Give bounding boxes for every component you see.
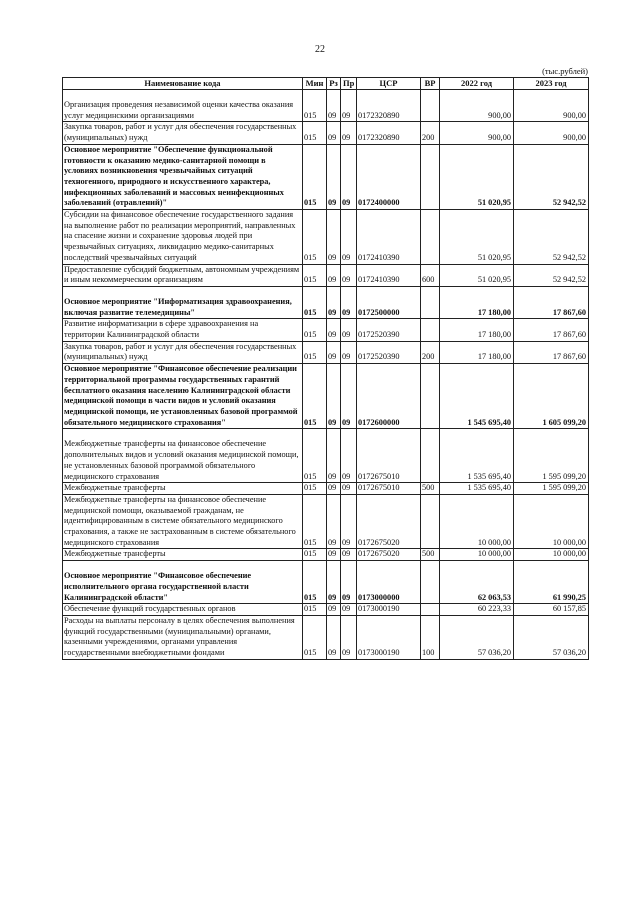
row-min-cell <box>303 264 327 286</box>
row-csr-text: 0172520390 <box>358 330 400 340</box>
row-rz-cell <box>327 144 341 209</box>
row-2023-cell <box>514 319 589 341</box>
row-min-text: 015 <box>304 252 317 262</box>
row-csr-text: 0172320890 <box>358 133 400 143</box>
row-min-cell <box>303 561 327 604</box>
row-csr-text: 0173000190 <box>358 604 400 614</box>
row-csr-cell <box>357 122 421 144</box>
row-rz-text: 09 <box>328 133 337 143</box>
row-2022-text: 10 000,00 <box>477 537 511 547</box>
row-2023-cell <box>514 604 589 616</box>
row-name-cell <box>63 494 303 549</box>
row-min-cell <box>303 90 327 122</box>
row-pr-cell <box>341 561 357 604</box>
row-2022-cell <box>440 364 514 429</box>
row-rz-cell <box>327 483 341 495</box>
row-csr-text: 0172675020 <box>358 537 400 547</box>
row-2023-text: 17 867,60 <box>552 307 586 317</box>
row-2022-cell <box>440 90 514 122</box>
row-2023-text: 57 036,20 <box>552 648 586 658</box>
row-name-cell <box>63 210 303 265</box>
row-pr-cell <box>341 364 357 429</box>
row-rz-cell <box>327 210 341 265</box>
row-2023-text: 17 867,60 <box>552 330 586 340</box>
row-pr-text: 09 <box>342 417 351 427</box>
table-row <box>63 122 589 144</box>
row-2022-cell <box>440 429 514 483</box>
row-rz-cell <box>327 364 341 429</box>
row-2023-text: 61 990,25 <box>552 592 586 602</box>
row-rz-text: 09 <box>328 537 337 547</box>
row-rz-cell <box>327 264 341 286</box>
row-rz-text: 09 <box>328 252 337 262</box>
row-vr-cell <box>421 319 440 341</box>
row-pr-text: 09 <box>342 198 351 208</box>
column-header-name: Наименование кода <box>63 78 303 90</box>
row-2023-cell <box>514 286 589 318</box>
row-name-cell <box>63 364 303 429</box>
row-name-text: Субсидии на финансовое обеспечение государственного задания на выполнение работ по реализации мероприятий, направленных на спасение жизни и сохранение здоровья людей при чрезвычайных ситуациях, ликвидацию медико-санитарных последствий чрезвычайных ситуаций <box>64 210 296 262</box>
row-vr-cell <box>421 494 440 549</box>
row-2022-cell <box>440 549 514 561</box>
row-rz-text: 09 <box>328 471 337 481</box>
row-name-cell <box>63 429 303 483</box>
row-name-text: Основное мероприятие "Финансовое обеспечение исполнительного органа государственной власти Калининградской области" <box>64 571 252 602</box>
row-min-cell <box>303 122 327 144</box>
row-2023-cell <box>514 341 589 363</box>
row-rz-cell <box>327 286 341 318</box>
row-min-cell <box>303 210 327 265</box>
table-row <box>63 615 589 659</box>
row-2023-cell <box>514 144 589 209</box>
row-name-text: Межбюджетные трансферты <box>64 549 166 559</box>
row-pr-text: 09 <box>342 549 351 559</box>
row-rz-text: 09 <box>328 417 337 427</box>
row-min-text: 015 <box>304 307 317 317</box>
row-pr-cell <box>341 549 357 561</box>
row-csr-text: 0173000000 <box>358 592 400 602</box>
row-2022-cell <box>440 483 514 495</box>
row-name-cell <box>63 264 303 286</box>
table-row <box>63 90 589 122</box>
row-2022-cell <box>440 319 514 341</box>
row-pr-text: 09 <box>342 604 351 614</box>
table-body <box>63 90 589 660</box>
row-vr-cell <box>421 341 440 363</box>
row-vr-cell <box>421 429 440 483</box>
row-pr-cell <box>341 264 357 286</box>
column-header-csr: ЦСР <box>357 78 421 90</box>
row-2023-text: 1 605 099,20 <box>542 417 586 427</box>
row-vr-text: 200 <box>422 133 435 143</box>
row-vr-cell <box>421 210 440 265</box>
row-min-text: 015 <box>304 110 317 120</box>
row-csr-text: 0172675010 <box>358 471 400 481</box>
row-2022-text: 900,00 <box>488 133 511 143</box>
row-2022-cell <box>440 341 514 363</box>
row-min-text: 015 <box>304 549 317 559</box>
row-pr-text: 09 <box>342 352 351 362</box>
row-2023-cell <box>514 122 589 144</box>
page-number: 22 <box>315 44 325 55</box>
row-gap <box>64 561 300 571</box>
row-2023-cell <box>514 264 589 286</box>
row-2022-text: 1 535 695,40 <box>467 471 511 481</box>
row-min-text: 015 <box>304 471 317 481</box>
column-header-min: Мин <box>303 78 327 90</box>
table-row <box>63 429 589 483</box>
row-csr-text: 0172410390 <box>358 252 400 262</box>
row-2022-text: 1 535 695,40 <box>467 483 511 493</box>
row-2023-text: 1 595 099,20 <box>542 471 586 481</box>
row-rz-cell <box>327 90 341 122</box>
row-name-text: Развитие информатизации в сфере здравоохранения на территории Калининградской области <box>64 319 259 340</box>
row-pr-text: 09 <box>342 133 351 143</box>
row-pr-cell <box>341 144 357 209</box>
row-csr-cell <box>357 319 421 341</box>
row-pr-cell <box>341 494 357 549</box>
row-min-cell <box>303 549 327 561</box>
row-2023-text: 17 867,60 <box>552 352 586 362</box>
row-csr-text: 0172600000 <box>358 417 400 427</box>
row-rz-text: 09 <box>328 549 337 559</box>
table-row <box>63 286 589 318</box>
row-name-cell <box>63 319 303 341</box>
row-2022-cell <box>440 144 514 209</box>
row-csr-cell <box>357 561 421 604</box>
row-name-cell <box>63 615 303 659</box>
row-name-text: Закупка товаров, работ и услуг для обеспечения государственных (муниципальных) нужд <box>64 122 297 143</box>
row-csr-text: 0172500000 <box>358 307 400 317</box>
row-min-cell <box>303 286 327 318</box>
row-vr-text: 600 <box>422 275 435 285</box>
table-header <box>63 78 589 90</box>
row-2023-cell <box>514 210 589 265</box>
row-pr-text: 09 <box>342 252 351 262</box>
row-rz-text: 09 <box>328 604 337 614</box>
row-csr-cell <box>357 549 421 561</box>
row-min-cell <box>303 483 327 495</box>
row-2023-cell <box>514 615 589 659</box>
row-2022-cell <box>440 210 514 265</box>
table-row <box>63 341 589 363</box>
row-2022-text: 51 020,95 <box>477 275 511 285</box>
row-rz-cell <box>327 549 341 561</box>
row-pr-cell <box>341 210 357 265</box>
row-name-text: Организация проведения независимой оценки качества оказания услуг медицинскими организациями <box>64 100 294 120</box>
row-min-cell <box>303 494 327 549</box>
row-csr-cell <box>357 615 421 659</box>
row-vr-cell <box>421 144 440 209</box>
row-2022-cell <box>440 286 514 318</box>
row-2022-cell <box>440 615 514 659</box>
row-csr-cell <box>357 341 421 363</box>
row-gap <box>64 287 300 297</box>
row-2023-text: 900,00 <box>563 110 586 120</box>
row-rz-text: 09 <box>328 483 337 493</box>
row-pr-cell <box>341 341 357 363</box>
row-min-text: 015 <box>304 133 317 143</box>
row-vr-cell <box>421 364 440 429</box>
row-2022-cell <box>440 264 514 286</box>
row-pr-cell <box>341 122 357 144</box>
row-min-text: 015 <box>304 275 317 285</box>
row-2023-cell <box>514 364 589 429</box>
column-header-2022: 2022 год <box>440 78 514 90</box>
row-min-text: 015 <box>304 483 317 493</box>
row-pr-text: 09 <box>342 471 351 481</box>
row-min-cell <box>303 144 327 209</box>
row-name-text: Расходы на выплаты персоналу в целях обеспечения выполнения функций государственными (муниципальными) органами, казенными учреждениями, органами управления государственными внебюджетными фондами <box>64 615 295 658</box>
row-csr-cell <box>357 264 421 286</box>
row-csr-text: 0172410390 <box>358 275 400 285</box>
column-header-pr: Пр <box>341 78 357 90</box>
budget-table <box>62 77 589 660</box>
row-pr-cell <box>341 604 357 616</box>
row-min-cell <box>303 429 327 483</box>
row-vr-cell <box>421 90 440 122</box>
table-row <box>63 549 589 561</box>
row-2022-text: 60 223,33 <box>477 604 511 614</box>
row-csr-cell <box>357 494 421 549</box>
row-pr-text: 09 <box>342 275 351 285</box>
row-2022-cell <box>440 494 514 549</box>
row-2023-cell <box>514 90 589 122</box>
row-rz-cell <box>327 341 341 363</box>
row-pr-text: 09 <box>342 330 351 340</box>
row-2023-text: 60 157,85 <box>552 604 586 614</box>
row-name-cell <box>63 483 303 495</box>
row-2022-text: 17 180,00 <box>477 352 511 362</box>
row-vr-cell <box>421 286 440 318</box>
column-header-2023: 2023 год <box>514 78 589 90</box>
row-vr-cell <box>421 483 440 495</box>
column-header-rz: Рз <box>327 78 341 90</box>
row-2023-text: 1 595 099,20 <box>542 483 586 493</box>
table-row <box>63 210 589 265</box>
row-2023-text: 10 000,00 <box>552 549 586 559</box>
row-rz-text: 09 <box>328 198 337 208</box>
row-pr-text: 09 <box>342 648 351 658</box>
row-2022-text: 51 020,95 <box>477 198 511 208</box>
row-name-cell <box>63 549 303 561</box>
row-csr-cell <box>357 90 421 122</box>
row-name-text: Межбюджетные трансферты на финансовое обеспечение дополнительных видов и условий оказания медицинской помощи, не установленных базовой программой обязательного медицинского страхования <box>64 439 299 481</box>
row-2023-text: 52 942,52 <box>552 252 586 262</box>
row-min-text: 015 <box>304 537 317 547</box>
row-2023-cell <box>514 494 589 549</box>
row-2023-text: 10 000,00 <box>552 537 586 547</box>
row-2023-text: 52 942,52 <box>552 198 586 208</box>
row-rz-cell <box>327 561 341 604</box>
row-vr-text: 100 <box>422 648 435 658</box>
row-csr-cell <box>357 286 421 318</box>
row-2022-text: 900,00 <box>488 110 511 120</box>
row-csr-cell <box>357 429 421 483</box>
row-min-text: 015 <box>304 417 317 427</box>
row-csr-text: 0172400000 <box>358 198 400 208</box>
row-csr-text: 0172675010 <box>358 483 400 493</box>
row-rz-text: 09 <box>328 110 337 120</box>
row-min-cell <box>303 319 327 341</box>
row-2022-text: 57 036,20 <box>477 648 511 658</box>
row-name-text: Межбюджетные трансферты <box>64 483 166 493</box>
row-pr-text: 09 <box>342 483 351 493</box>
row-name-cell <box>63 604 303 616</box>
row-min-cell <box>303 604 327 616</box>
row-2022-text: 17 180,00 <box>477 330 511 340</box>
table-row <box>63 494 589 549</box>
row-vr-cell <box>421 604 440 616</box>
row-name-text: Обеспечение функций государственных органов <box>64 604 236 614</box>
row-pr-text: 09 <box>342 537 351 547</box>
row-name-text: Основное мероприятие "Финансовое обеспечение реализации территориальной программы государственных гарантий бесплатного оказания населению Калининградской области медицинской помощи в части видов и условий оказания медицинской помощи, не установленных базовой программой обязательного медицинского страхования" <box>64 364 298 427</box>
row-min-cell <box>303 341 327 363</box>
row-pr-cell <box>341 90 357 122</box>
row-2022-cell <box>440 561 514 604</box>
row-pr-text: 09 <box>342 110 351 120</box>
row-2022-cell <box>440 604 514 616</box>
row-min-text: 015 <box>304 330 317 340</box>
row-rz-cell <box>327 615 341 659</box>
row-rz-text: 09 <box>328 352 337 362</box>
column-header-vr: ВР <box>421 78 440 90</box>
row-vr-cell <box>421 264 440 286</box>
table-row <box>63 561 589 604</box>
row-rz-text: 09 <box>328 330 337 340</box>
row-name-cell <box>63 122 303 144</box>
row-pr-cell <box>341 286 357 318</box>
row-min-text: 015 <box>304 604 317 614</box>
row-gap <box>64 429 300 439</box>
row-name-cell <box>63 90 303 122</box>
row-2022-text: 51 020,95 <box>477 252 511 262</box>
row-vr-cell <box>421 615 440 659</box>
row-2022-text: 10 000,00 <box>477 549 511 559</box>
row-name-text: Межбюджетные трансферты на финансовое обеспечение медицинской помощи, оказываемой гражданам, не идентифицированным в системе обязательного медицинского страхования, а также не застрахованным в системе обязательного медицинского страхования <box>64 494 296 547</box>
row-csr-text: 0172675020 <box>358 549 400 559</box>
row-gap <box>64 90 300 100</box>
row-vr-cell <box>421 549 440 561</box>
row-2022-text: 1 545 695,40 <box>467 417 511 427</box>
row-pr-cell <box>341 319 357 341</box>
row-vr-text: 500 <box>422 483 435 493</box>
table-row <box>63 483 589 495</box>
row-2023-cell <box>514 429 589 483</box>
table-row <box>63 604 589 616</box>
row-pr-text: 09 <box>342 307 351 317</box>
row-rz-text: 09 <box>328 592 337 602</box>
row-min-cell <box>303 615 327 659</box>
row-csr-cell <box>357 364 421 429</box>
table-row <box>63 144 589 209</box>
row-rz-text: 09 <box>328 275 337 285</box>
row-rz-cell <box>327 122 341 144</box>
row-name-cell <box>63 341 303 363</box>
row-2023-cell <box>514 549 589 561</box>
row-name-text: Основное мероприятие "Обеспечение функциональной готовности к оказанию медико-санитарной помощи в условиях возникновения чрезвычайных ситуаций техногенного, природного и искусственного характера, инфекционных заболеваний и массовых неинфекционных заболеваний (отравлений)" <box>64 144 284 208</box>
row-pr-cell <box>341 615 357 659</box>
row-rz-text: 09 <box>328 307 337 317</box>
row-rz-cell <box>327 319 341 341</box>
row-csr-text: 0172520390 <box>358 352 400 362</box>
row-vr-text: 500 <box>422 549 435 559</box>
row-name-text: Предоставление субсидий бюджетным, автономным учреждениям и иным некоммерческим организациям <box>64 264 300 285</box>
row-rz-cell <box>327 604 341 616</box>
table-row <box>63 364 589 429</box>
units-label: (тыс.рублей) <box>542 66 588 76</box>
row-vr-cell <box>421 122 440 144</box>
row-pr-cell <box>341 429 357 483</box>
row-csr-cell <box>357 483 421 495</box>
row-min-text: 015 <box>304 352 317 362</box>
row-2023-cell <box>514 483 589 495</box>
row-2023-text: 900,00 <box>563 133 586 143</box>
row-csr-cell <box>357 144 421 209</box>
row-csr-cell <box>357 210 421 265</box>
row-name-cell <box>63 561 303 604</box>
row-pr-text: 09 <box>342 592 351 602</box>
row-rz-text: 09 <box>328 648 337 658</box>
row-name-text: Закупка товаров, работ и услуг для обеспечения государственных (муниципальных) нужд <box>64 341 297 362</box>
row-min-text: 015 <box>304 198 317 208</box>
row-2022-text: 17 180,00 <box>477 307 511 317</box>
row-csr-text: 0173000190 <box>358 648 400 658</box>
row-csr-cell <box>357 604 421 616</box>
row-2022-cell <box>440 122 514 144</box>
row-vr-cell <box>421 561 440 604</box>
row-vr-text: 200 <box>422 352 435 362</box>
row-min-text: 015 <box>304 648 317 658</box>
row-rz-cell <box>327 429 341 483</box>
table-row <box>63 319 589 341</box>
row-name-cell <box>63 286 303 318</box>
row-min-text: 015 <box>304 592 317 602</box>
row-2023-cell <box>514 561 589 604</box>
row-2023-text: 52 942,52 <box>552 275 586 285</box>
row-min-cell <box>303 364 327 429</box>
row-name-cell <box>63 144 303 209</box>
row-pr-cell <box>341 483 357 495</box>
row-rz-cell <box>327 494 341 549</box>
row-2022-text: 62 063,53 <box>477 592 511 602</box>
row-csr-text: 0172320890 <box>358 110 400 120</box>
table-row <box>63 264 589 286</box>
row-name-text: Основное мероприятие "Информатизация здравоохранения, включая развитие телемедицины" <box>64 296 292 317</box>
